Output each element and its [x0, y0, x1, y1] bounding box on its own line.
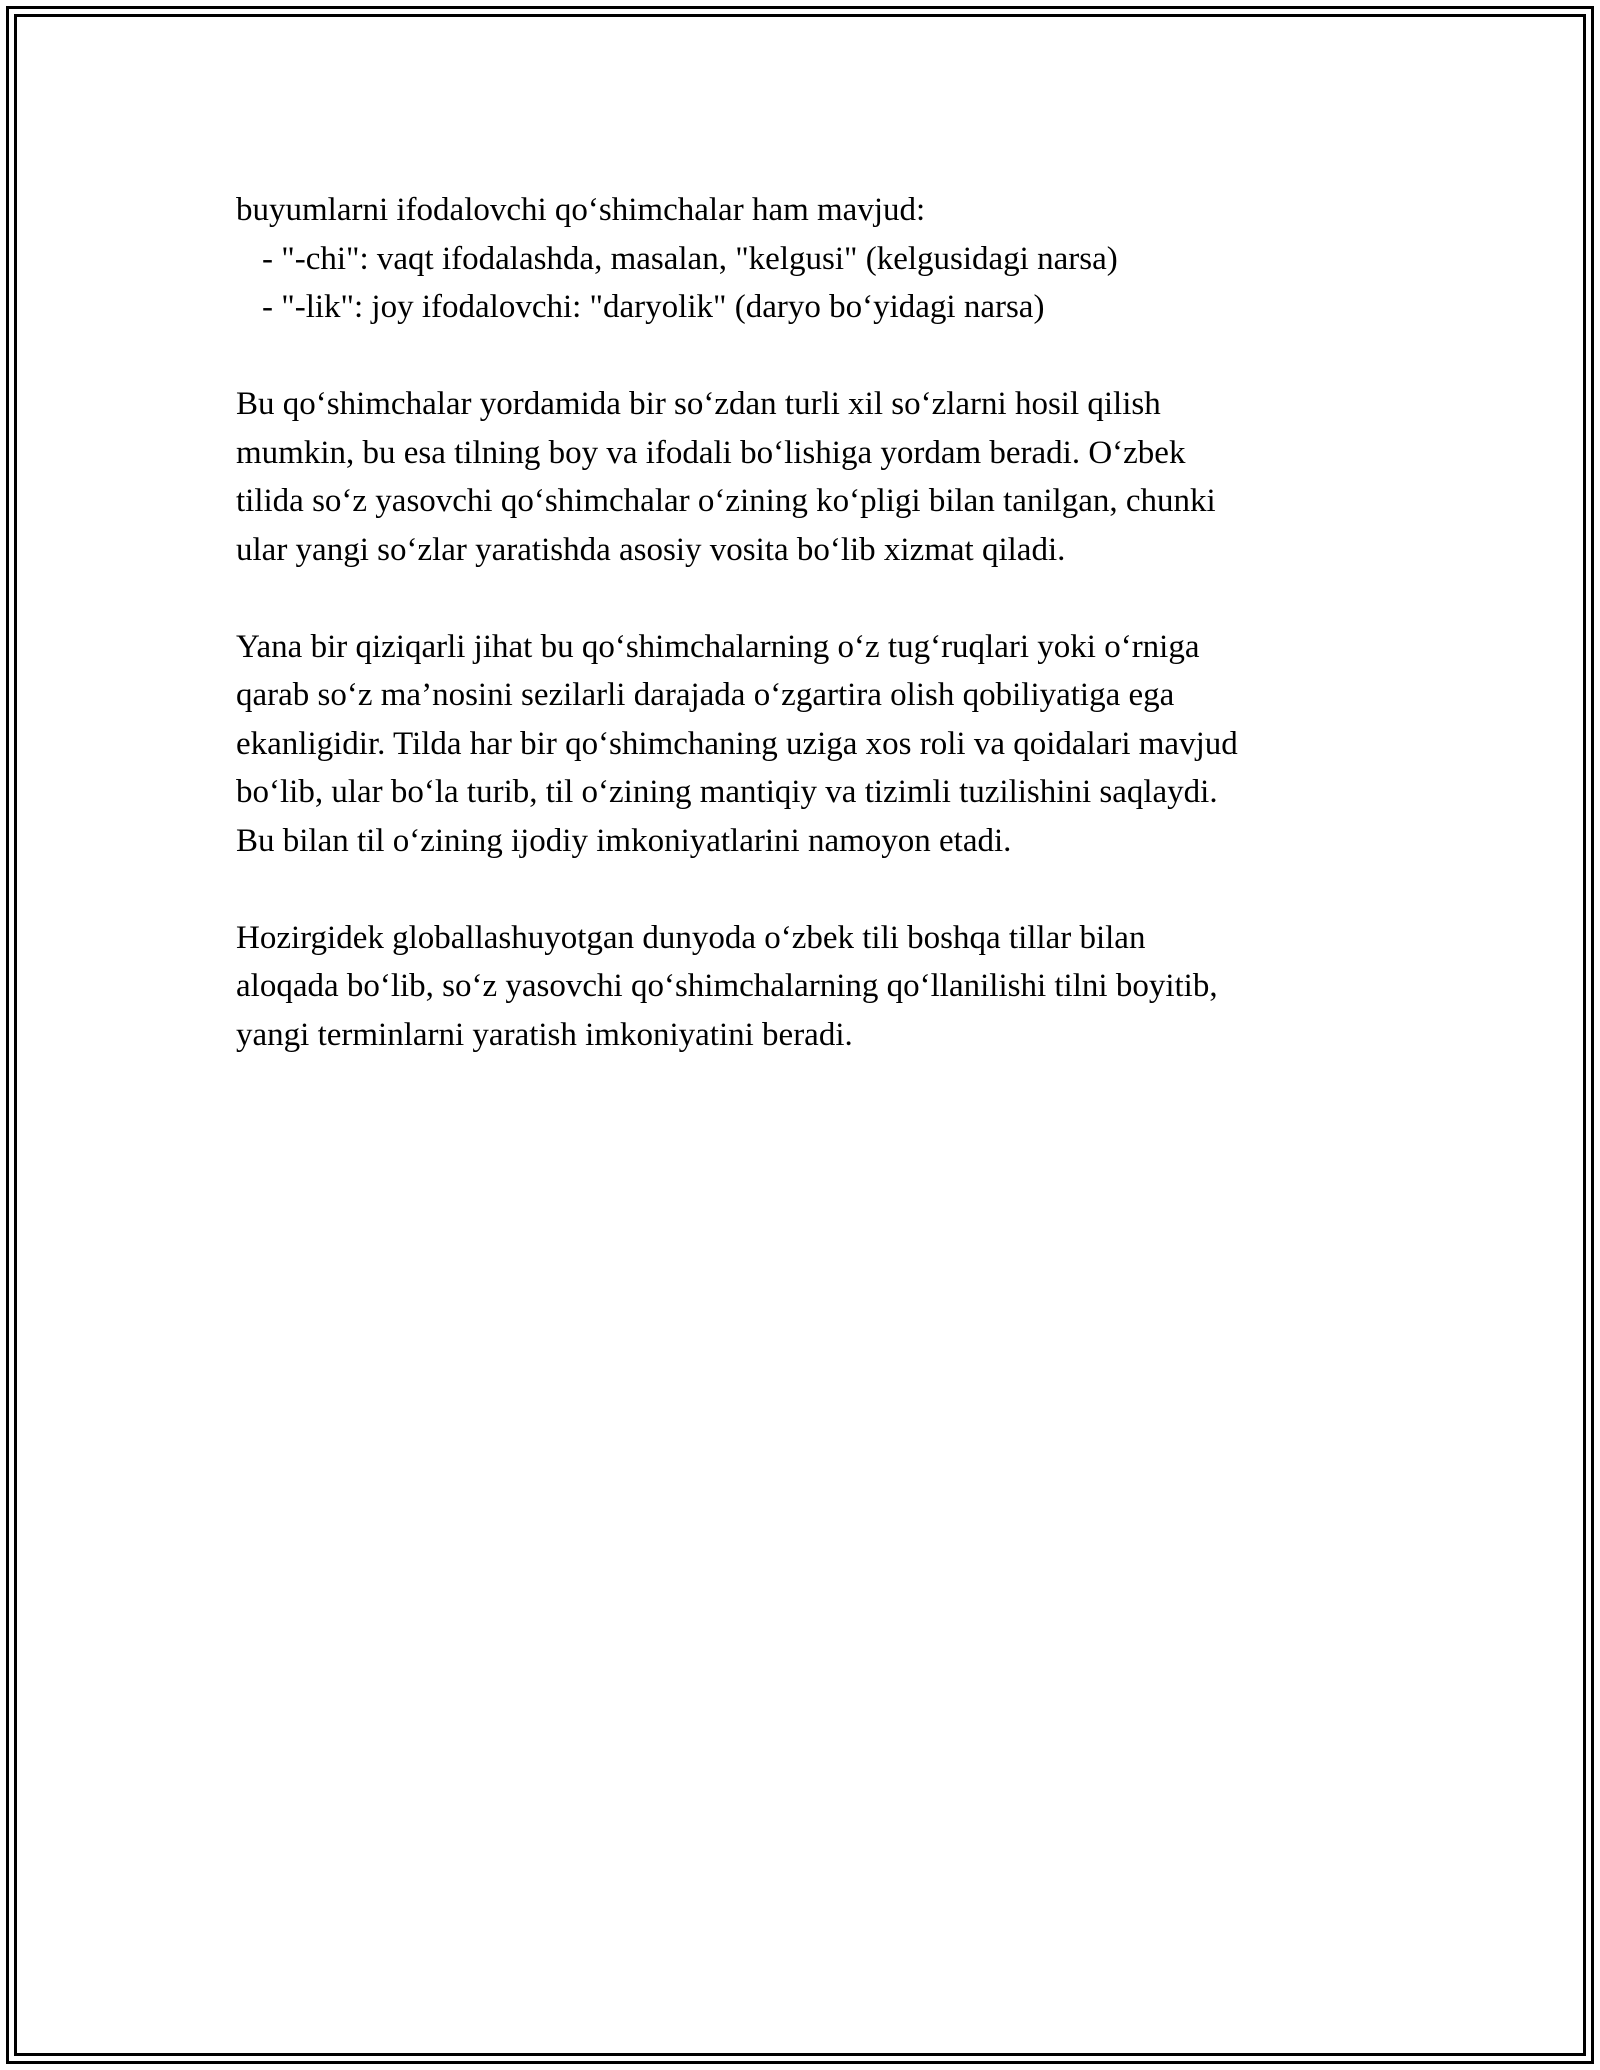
document-body: [236, 186, 1376, 1108]
text-line: aloqada bo‘lib, so‘z yasovchi qo‘shimchalarning qo‘llanilishi tilni boyitib,: [236, 968, 1218, 1004]
text-line: Bu bilan til o‘zining ijodiy imkoniyatlarini namoyon etadi.: [236, 822, 1012, 859]
text-line: ekanligidir. Tilda har bir qo‘shimchaning uziga xos roli va qoidalari mavjud: [236, 725, 1238, 762]
paragraph-1: [236, 380, 1376, 574]
list-item: - "-chi": vaqt ifodalashda, masalan, "kelgusi" (kelgusidagi narsa): [262, 240, 1118, 277]
paragraph-2: [236, 623, 1376, 866]
list-item: - "-lik": joy ifodalovchi: "daryolik" (daryo bo‘yidagi narsa): [262, 289, 1045, 325]
text-line: tilida so‘z yasovchi qo‘shimchalar o‘zining ko‘pligi bilan tanilgan, chunki: [236, 483, 1216, 519]
text-line: bo‘lib, ular bo‘la turib, til o‘zining mantiqiy va tizimli tuzilishini saqlaydi.: [236, 774, 1218, 810]
text-line: Yana bir qiziqarli jihat bu qo‘shimchalarning o‘z tug‘ruqlari yoki o‘rniga: [236, 628, 1200, 665]
paragraph-3: [236, 914, 1376, 1060]
text-line: Hozirgidek globallashuyotgan dunyoda o‘zbek tili boshqa tillar bilan: [236, 919, 1146, 956]
text-line: qarab so‘z ma’nosini sezilarli darajada o‘zgartira olish qobiliyatiga ega: [236, 677, 1175, 713]
text-line: yangi terminlarni yaratish imkoniyatini beradi.: [236, 1016, 853, 1053]
text-line: mumkin, bu esa tilning boy va ifodali bo‘lishiga yordam beradi. O‘zbek: [236, 434, 1186, 471]
intro-paragraph: [236, 186, 1376, 332]
text-line: buyumlarni ifodalovchi qo‘shimchalar ham mavjud:: [236, 192, 926, 228]
text-line: Bu qo‘shimchalar yordamida bir so‘zdan turli xil so‘zlarni hosil qilish: [236, 386, 1161, 422]
text-line: ular yangi so‘zlar yaratishda asosiy vosita bo‘lib xizmat qiladi.: [236, 531, 1066, 568]
